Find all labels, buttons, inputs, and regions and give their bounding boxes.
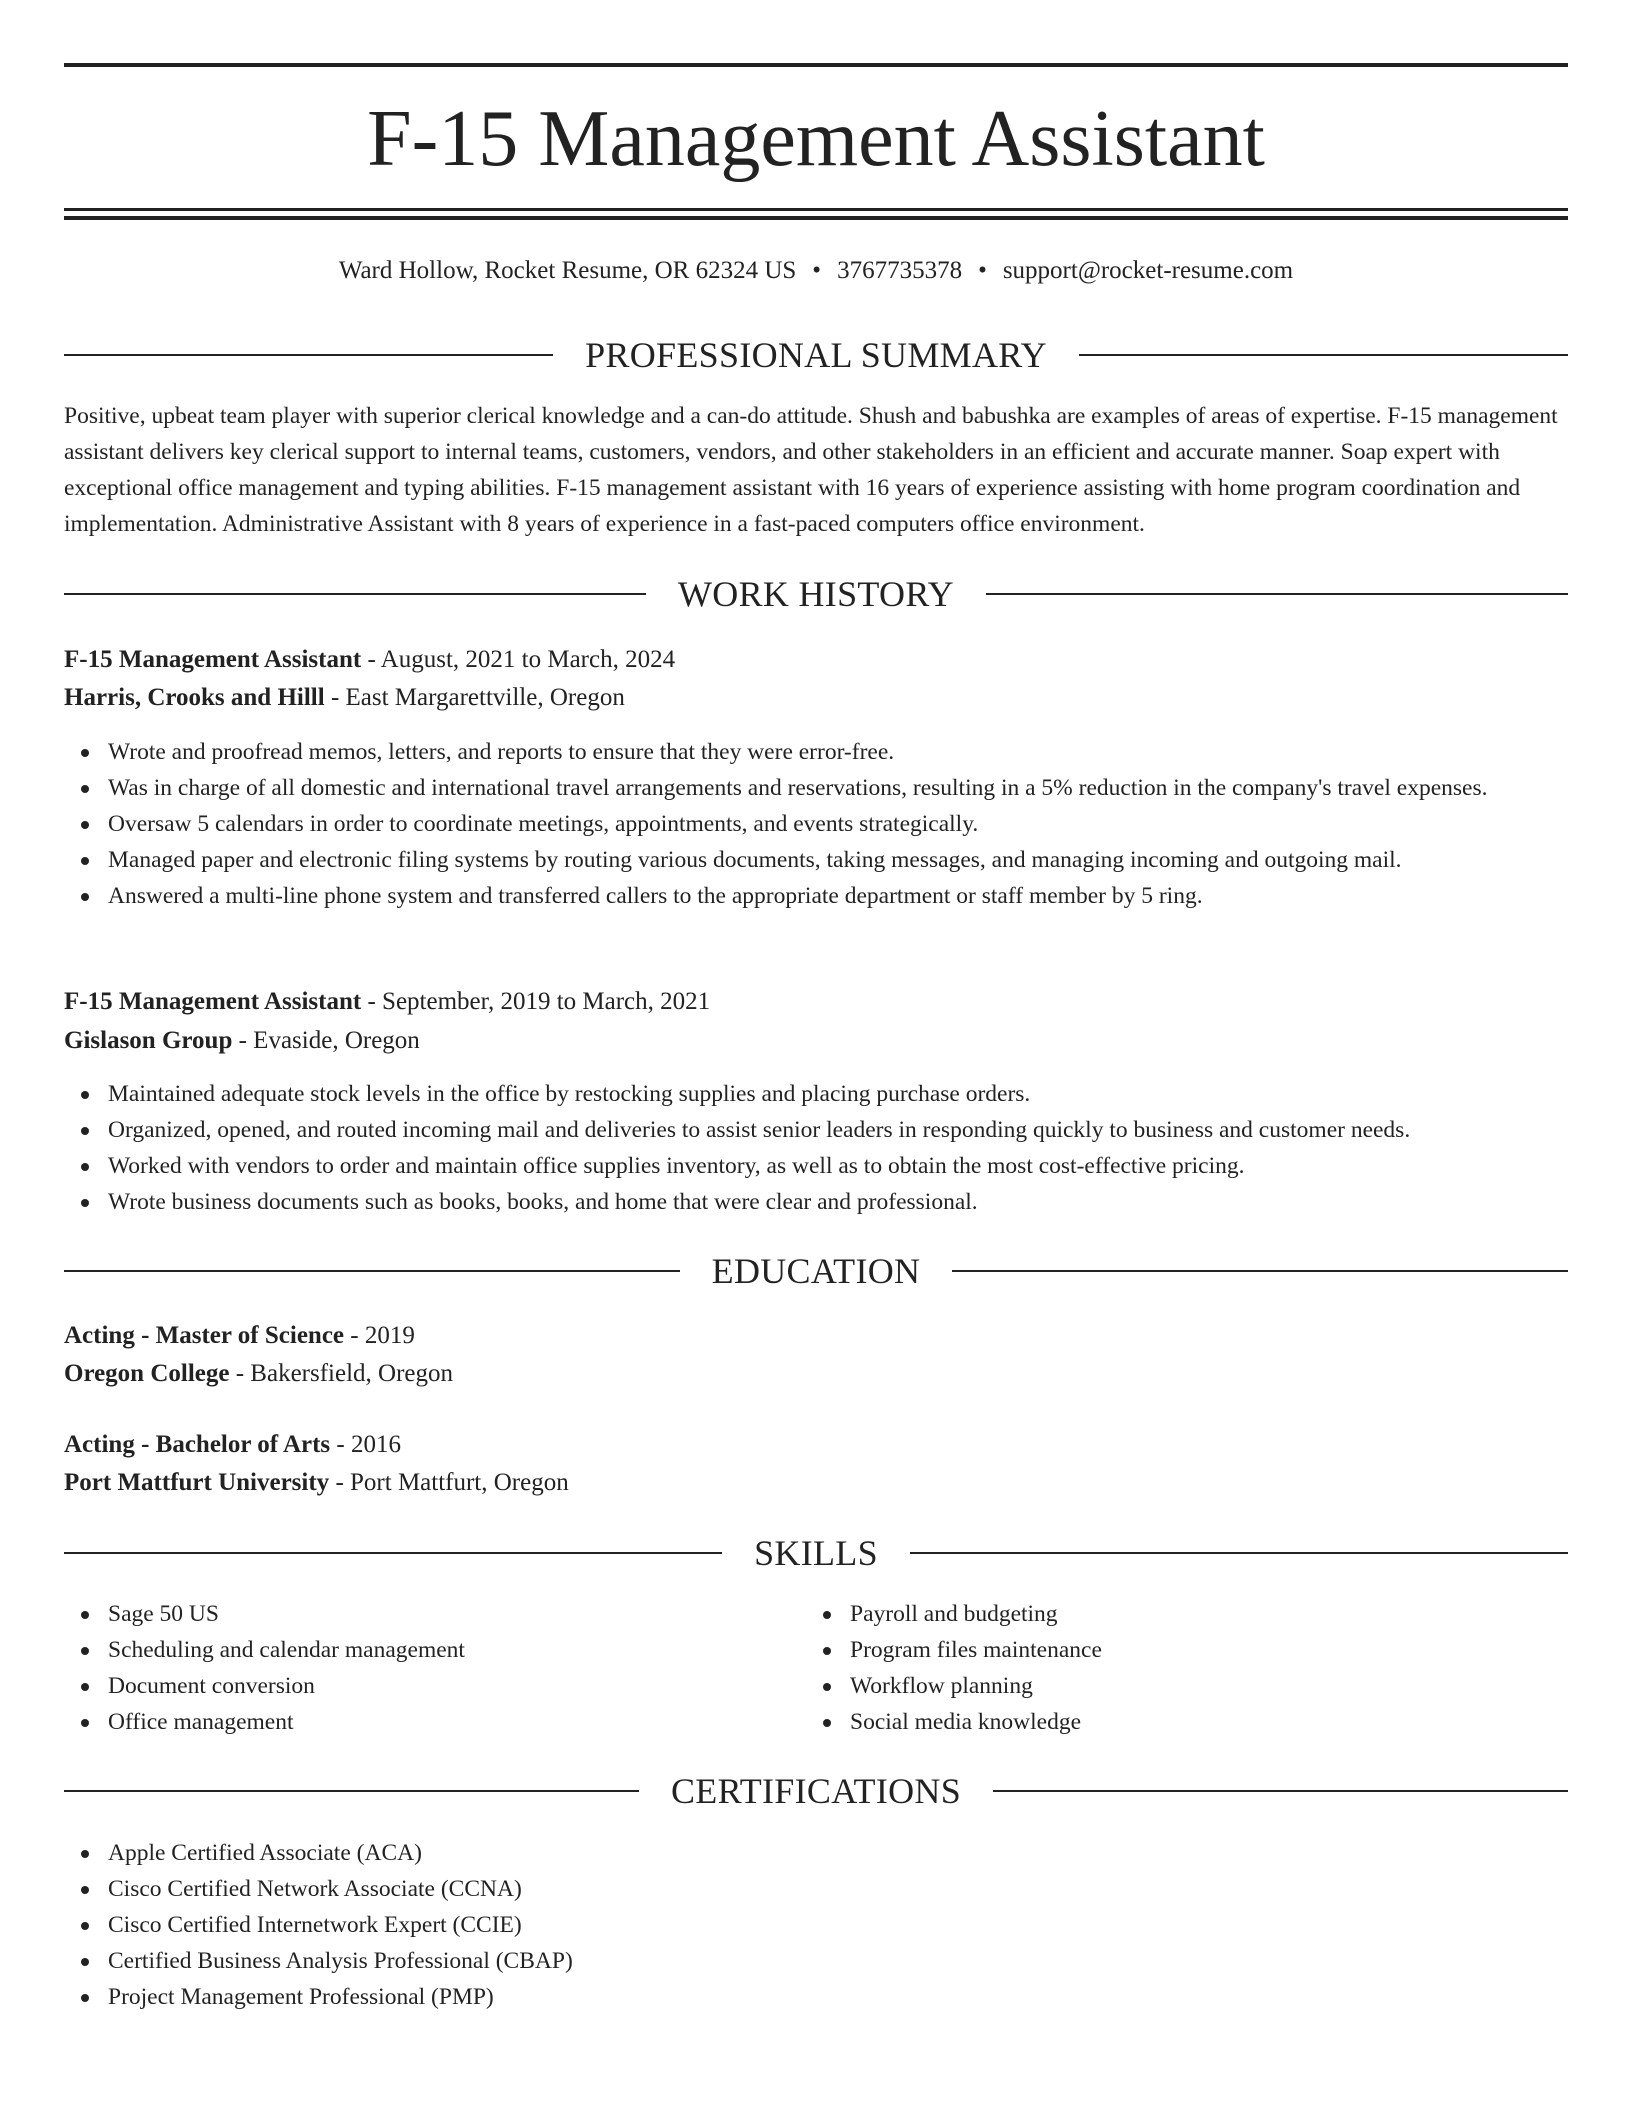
job-bullet: Wrote and proofread memos, letters, and reports to ensure that they were error-free. — [64, 734, 1504, 770]
bullet-icon — [81, 857, 89, 865]
job-bullet: Maintained adequate stock levels in the office by restocking supplies and placing purchase orders. — [64, 1076, 1544, 1112]
education-school: Port Mattfurt University — [64, 1469, 330, 1496]
certification-item: Cisco Certified Internetwork Expert (CCIE) — [64, 1907, 964, 1943]
bullet-icon — [81, 1091, 89, 1099]
job-location: - Evaside, Oregon — [232, 1027, 420, 1054]
skill-item: Social media knowledge — [806, 1704, 1506, 1740]
bullet-icon — [81, 1719, 89, 1727]
job-title: F-15 Management Assistant — [64, 646, 362, 673]
bullet-icon — [81, 893, 89, 901]
skill-item: Program files maintenance — [806, 1632, 1506, 1668]
contact-address: Ward Hollow, Rocket Resume, OR 62324 US — [338, 257, 797, 284]
job-title-line — [64, 984, 710, 1020]
job-company: Harris, Crooks and Hilll — [64, 684, 325, 711]
section-title-work: WORK HISTORY — [678, 574, 954, 614]
bullet-icon — [81, 1647, 89, 1655]
bullet-icon — [823, 1647, 831, 1655]
section-header-certifications — [64, 1769, 1568, 1813]
job-bullets — [64, 1076, 1544, 1220]
skill-item: Sage 50 US — [64, 1596, 764, 1632]
education-degree-line — [64, 1427, 401, 1463]
certification-item: Certified Business Analysis Professional (CBAP) — [64, 1943, 964, 1979]
bullet-icon — [81, 1683, 89, 1691]
section-rule-left — [64, 1270, 680, 1272]
section-rule-right — [993, 1790, 1568, 1792]
job-bullet: Answered a multi-line phone system and transferred callers to the appropriate department or staff member by 5 ring. — [64, 878, 1504, 914]
section-rule-left — [64, 1552, 722, 1554]
section-title-education: EDUCATION — [711, 1251, 921, 1291]
section-header-work — [64, 572, 1568, 616]
bullet-icon — [81, 1611, 89, 1619]
bullet-icon — [823, 1683, 831, 1691]
section-rule-right — [986, 593, 1568, 595]
contact-separator: • — [812, 257, 822, 284]
skill-item: Workflow planning — [806, 1668, 1506, 1704]
bullet-icon — [81, 1127, 89, 1135]
bullet-icon — [823, 1611, 831, 1619]
bullet-icon — [81, 1163, 89, 1171]
education-school-line — [64, 1465, 569, 1501]
job-company-line — [64, 1023, 420, 1059]
job-bullet: Managed paper and electronic filing systems by routing various documents, taking messages, and managing incoming and outgoing mail. — [64, 842, 1504, 878]
education-degree-line — [64, 1318, 415, 1354]
header-double-rule-lower — [64, 216, 1568, 220]
certification-item: Cisco Certified Network Associate (CCNA) — [64, 1871, 964, 1907]
section-rule-left — [64, 354, 553, 356]
job-bullet: Oversaw 5 calendars in order to coordinate meetings, appointments, and events strategically. — [64, 806, 1504, 842]
job-company-line — [64, 680, 625, 716]
job-title: F-15 Management Assistant — [64, 988, 362, 1015]
bullet-icon — [81, 1886, 89, 1894]
education-location: - Port Mattfurt, Oregon — [329, 1469, 569, 1496]
education-location: - Bakersfield, Oregon — [229, 1360, 454, 1387]
section-rule-left — [64, 593, 646, 595]
job-bullet: Organized, opened, and routed incoming mail and deliveries to assist senior leaders in responding quickly to business and customer needs. — [64, 1112, 1544, 1148]
header-double-rule-upper — [64, 208, 1568, 211]
job-title-line — [64, 642, 675, 678]
skill-item: Document conversion — [64, 1668, 764, 1704]
section-title-summary: PROFESSIONAL SUMMARY — [585, 335, 1047, 375]
job-bullet: Was in charge of all domestic and international travel arrangements and reservations, resulting in a 5% reduction in the company's travel expenses. — [64, 770, 1504, 806]
bullet-icon — [81, 821, 89, 829]
education-degree: Acting - Bachelor of Arts — [64, 1431, 331, 1458]
section-rule-right — [910, 1552, 1568, 1554]
skills-list-right — [806, 1596, 1506, 1740]
education-school: Oregon College — [64, 1360, 230, 1387]
bullet-icon — [81, 749, 89, 757]
job-bullets — [64, 734, 1504, 914]
education-degree: Acting - Master of Science — [64, 1322, 345, 1349]
summary-text: Positive, upbeat team player with superior clerical knowledge and a can-do attitude. Shush and babushka are examples of areas of expertise. F-15 management assistant delivers key clerical support to internal teams, customers, vendors, and other stakeholders in an efficient and accurate manner. Soap expert with exceptional office management and typing abilities. F-15 management assistant with 16 years of experience assisting with home program coordination and implementation. Administrative Assistant with 8 years of experience in a fast-paced computers office environment. — [64, 403, 1558, 537]
skill-item: Office management — [64, 1704, 764, 1740]
bullet-icon — [81, 1850, 89, 1858]
bullet-icon — [81, 1199, 89, 1207]
bullet-icon — [81, 785, 89, 793]
certification-item: Project Management Professional (PMP) — [64, 1979, 964, 2015]
contact-phone: 3767735378 — [837, 257, 963, 284]
contact-line — [64, 254, 1568, 288]
skill-item: Payroll and budgeting — [806, 1596, 1506, 1632]
certifications-list — [64, 1835, 964, 2015]
job-location: - East Margarettville, Oregon — [324, 684, 625, 711]
job-dates: - August, 2021 to March, 2024 — [361, 646, 676, 673]
resume-title: F-15 Management Assistant — [367, 95, 1265, 183]
contact-separator: • — [978, 257, 987, 284]
header-top-rule — [64, 63, 1568, 67]
bullet-icon — [823, 1719, 831, 1727]
education-school-line — [64, 1356, 453, 1392]
skills-list-left — [64, 1596, 764, 1740]
section-title-certifications: CERTIFICATIONS — [670, 1771, 962, 1811]
bullet-icon — [81, 1922, 89, 1930]
section-title-skills: SKILLS — [754, 1533, 878, 1573]
bullet-icon — [81, 1994, 89, 2002]
certification-item: Apple Certified Associate (ACA) — [64, 1835, 964, 1871]
job-company: Gislason Group — [64, 1027, 233, 1054]
job-bullet: Wrote business documents such as books, books, and home that were clear and professional. — [64, 1184, 1544, 1220]
section-header-summary — [64, 333, 1568, 377]
section-header-skills — [64, 1531, 1568, 1575]
skill-item: Scheduling and calendar management — [64, 1632, 764, 1668]
section-header-education — [64, 1249, 1568, 1293]
bullet-icon — [81, 1958, 89, 1966]
section-rule-left — [64, 1790, 639, 1792]
section-rule-right — [1079, 354, 1568, 356]
education-year: - 2016 — [330, 1431, 401, 1458]
job-bullet: Worked with vendors to order and maintain office supplies inventory, as well as to obtain the most cost-effective pricing. — [64, 1148, 1544, 1184]
contact-email: support@rocket-resume.com — [1002, 257, 1294, 284]
job-dates: - September, 2019 to March, 2021 — [361, 988, 711, 1015]
education-year: - 2019 — [344, 1322, 415, 1349]
section-rule-right — [952, 1270, 1568, 1272]
